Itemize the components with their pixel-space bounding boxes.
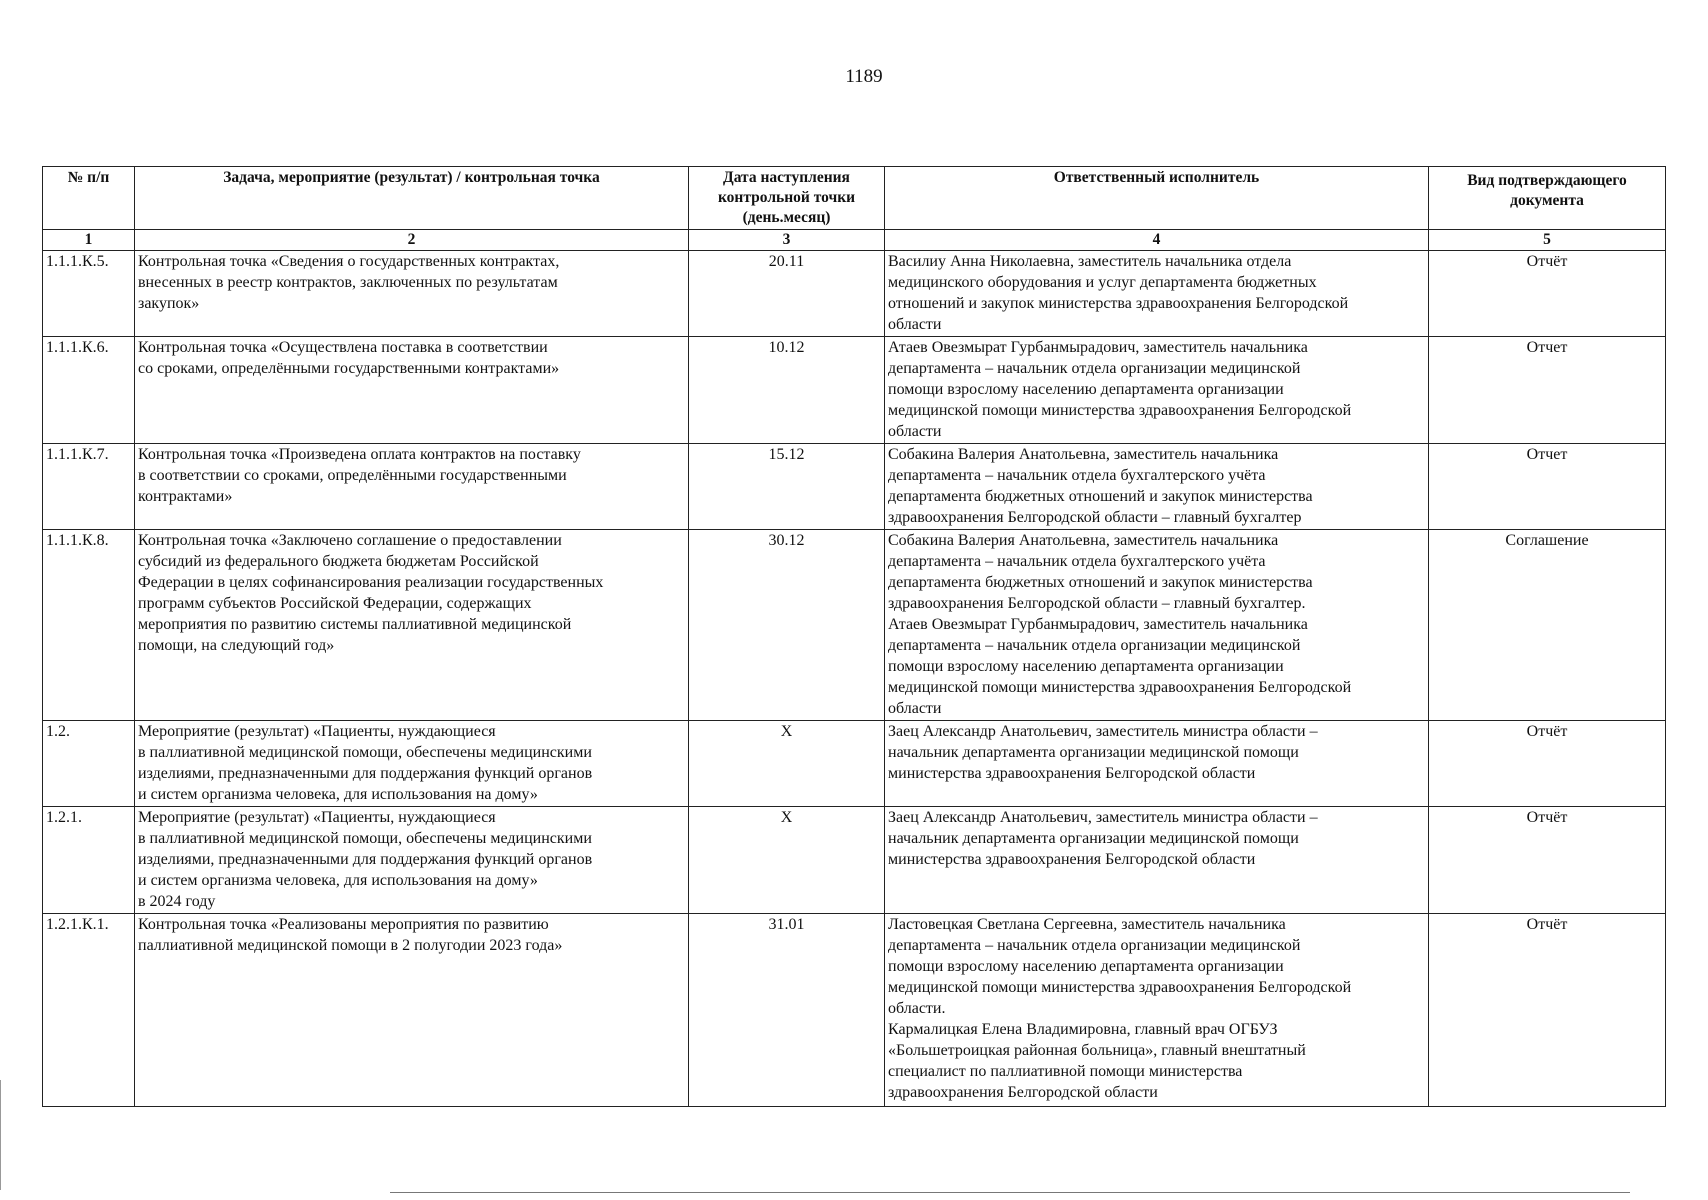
table-row — [43, 251, 1666, 337]
responsible-executor — [885, 251, 1429, 337]
cell-text-line: области — [888, 423, 942, 440]
cell-text-line: Кармалицкая Елена Владимировна, главный врач ОГБУЗ — [888, 1021, 1278, 1038]
scan-bottom-line — [390, 1192, 1630, 1193]
cell-text-line: департамента – начальник отдела бухгалтерского учёта — [888, 467, 1266, 484]
responsible-executor — [885, 444, 1429, 530]
cell-text-line: изделиями, предназначенными для поддержания функций органов — [138, 851, 593, 868]
table-body — [43, 251, 1666, 1107]
control-date: Х — [689, 807, 885, 914]
cell-text-line: Заец Александр Анатольевич, заместитель министра области – — [888, 723, 1318, 740]
header-number: № п/п — [43, 167, 135, 230]
table-row — [43, 444, 1666, 530]
cell-text-line: в 2024 году — [138, 893, 216, 910]
table-row — [43, 530, 1666, 721]
cell-text-line: департамента – начальник отдела организации медицинской — [888, 637, 1301, 654]
page-number: 1189 — [845, 66, 883, 87]
cell-text-line: медицинской помощи министерства здравоохранения Белгородской — [888, 979, 1352, 996]
cell-text-line: области — [888, 700, 942, 717]
cell-text-line: здравоохранения Белгородской области — [888, 1084, 1158, 1101]
confirming-document: Отчёт — [1429, 251, 1666, 337]
cell-text-line: медицинской помощи министерства здравоохранения Белгородской — [888, 402, 1352, 419]
cell-text-line: помощи, на следующий год» — [138, 637, 335, 654]
cell-text-line: министерства здравоохранения Белгородской области — [888, 851, 1256, 868]
control-date: 31.01 — [689, 914, 885, 1107]
header-executor: Ответственный исполнитель — [885, 167, 1429, 230]
confirming-document: Отчёт — [1429, 807, 1666, 914]
cell-text-line: паллиативной медицинской помощи в 2 полугодии 2023 года» — [138, 937, 563, 954]
item-number: 1.1.1.К.6. — [43, 337, 135, 444]
cell-text-line: Заец Александр Анатольевич, заместитель министра области – — [888, 809, 1318, 826]
cell-text-line: контрактами» — [138, 488, 233, 505]
cell-text-line: медицинского оборудования и услуг департамента бюджетных — [888, 274, 1317, 291]
confirming-document: Отчёт — [1429, 914, 1666, 1107]
task-description — [135, 530, 689, 721]
responsible-executor — [885, 337, 1429, 444]
table-row — [43, 337, 1666, 444]
cell-text-line: программ субъектов Российской Федерации, содержащих — [138, 595, 532, 612]
cell-text-line: и систем организма человека, для использования на дому» — [138, 786, 538, 803]
cell-text-line: в паллиативной медицинской помощи, обеспечены медицинскими — [138, 744, 592, 761]
cell-text-line: Контрольная точка «Сведения о государственных контрактах, — [138, 253, 560, 270]
table-row — [43, 721, 1666, 807]
cell-text-line: начальник департамента организации медицинской помощи — [888, 744, 1299, 761]
cell-text-line: закупок» — [138, 295, 200, 312]
cell-text-line: Мероприятие (результат) «Пациенты, нуждающиеся — [138, 809, 496, 826]
cell-text-line: со сроками, определёнными государственными контрактами» — [138, 360, 560, 377]
cell-text-line: субсидий из федерального бюджета бюджетам Российской — [138, 553, 539, 570]
cell-text-line: Контрольная точка «Заключено соглашение о предоставлении — [138, 532, 562, 549]
cell-text-line: в паллиативной медицинской помощи, обеспечены медицинскими — [138, 830, 592, 847]
responsible-executor — [885, 807, 1429, 914]
table-row — [43, 807, 1666, 914]
task-description — [135, 914, 689, 1107]
cell-text-line: департамента бюджетных отношений и закупок министерства — [888, 488, 1313, 505]
header-document-type: Вид подтверждающего документа — [1429, 167, 1666, 230]
cell-text-line: Контрольная точка «Произведена оплата контрактов на поставку — [138, 446, 581, 463]
item-number: 1.1.1.К.8. — [43, 530, 135, 721]
cell-text-line: области — [888, 316, 942, 333]
responsible-executor — [885, 530, 1429, 721]
cell-text-line: Собакина Валерия Анатольевна, заместитель начальника — [888, 446, 1279, 463]
cell-text-line: Федерации в целях софинансирования реализации государственных — [138, 574, 604, 591]
cell-text-line: области. — [888, 1000, 946, 1017]
cell-text-line: начальник департамента организации медицинской помощи — [888, 830, 1299, 847]
task-description — [135, 337, 689, 444]
cell-text-line: Ластовецкая Светлана Сергеевна, заместитель начальника — [888, 916, 1286, 933]
task-description — [135, 251, 689, 337]
cell-text-line: здравоохранения Белгородской области – главный бухгалтер — [888, 509, 1302, 526]
cell-text-line: министерства здравоохранения Белгородской области — [888, 765, 1256, 782]
header-date: Дата наступления контрольной точки (день.месяц) — [689, 167, 885, 230]
cell-text-line: специалист по паллиативной помощи министерства — [888, 1063, 1243, 1080]
task-description — [135, 807, 689, 914]
confirming-document: Отчет — [1429, 444, 1666, 530]
control-date: 10.12 — [689, 337, 885, 444]
item-number: 1.2.1. — [43, 807, 135, 914]
item-number: 1.1.1.К.5. — [43, 251, 135, 337]
confirming-document: Соглашение — [1429, 530, 1666, 721]
column-number: 5 — [1429, 230, 1666, 251]
cell-text-line: департамента – начальник отдела организации медицинской — [888, 937, 1301, 954]
cell-text-line: департамента – начальник отдела организации медицинской — [888, 360, 1301, 377]
cell-text-line: помощи взрослому населению департамента организации — [888, 658, 1284, 675]
confirming-document: Отчёт — [1429, 721, 1666, 807]
cell-text-line: департамента – начальник отдела бухгалтерского учёта — [888, 553, 1266, 570]
cell-text-line: департамента бюджетных отношений и закупок министерства — [888, 574, 1313, 591]
confirming-document: Отчет — [1429, 337, 1666, 444]
cell-text-line: Мероприятие (результат) «Пациенты, нуждающиеся — [138, 723, 496, 740]
cell-text-line: помощи взрослому населению департамента организации — [888, 958, 1284, 975]
control-date: 30.12 — [689, 530, 885, 721]
cell-text-line: мероприятия по развитию системы паллиативной медицинской — [138, 616, 572, 633]
column-number: 3 — [689, 230, 885, 251]
task-description — [135, 721, 689, 807]
column-number: 4 — [885, 230, 1429, 251]
cell-text-line: помощи взрослому населению департамента организации — [888, 381, 1284, 398]
header-task: Задача, мероприятие (результат) / контрольная точка — [135, 167, 689, 230]
cell-text-line: Контрольная точка «Осуществлена поставка в соответствии — [138, 339, 548, 356]
cell-text-line: отношений и закупок министерства здравоохранения Белгородской — [888, 295, 1349, 312]
cell-text-line: изделиями, предназначенными для поддержания функций органов — [138, 765, 593, 782]
item-number: 1.2.1.К.1. — [43, 914, 135, 1107]
scan-edge-line — [0, 1080, 1, 1190]
cell-text-line: Контрольная точка «Реализованы мероприятия по развитию — [138, 916, 549, 933]
cell-text-line: «Большетроицкая районная больница», главный внештатный — [888, 1042, 1306, 1059]
control-date: Х — [689, 721, 885, 807]
header-row — [43, 167, 1666, 230]
cell-text-line: и систем организма человека, для использования на дому» — [138, 872, 538, 889]
cell-text-line: медицинской помощи министерства здравоохранения Белгородской — [888, 679, 1352, 696]
cell-text-line: Собакина Валерия Анатольевна, заместитель начальника — [888, 532, 1279, 549]
cell-text-line: в соответствии со сроками, определёнными государственными — [138, 467, 567, 484]
cell-text-line: Атаев Овезмырат Гурбанмырадович, заместитель начальника — [888, 616, 1308, 633]
column-number: 1 — [43, 230, 135, 251]
column-numbers-row — [43, 230, 1666, 251]
responsible-executor — [885, 721, 1429, 807]
control-points-table — [42, 166, 1666, 1107]
control-date: 20.11 — [689, 251, 885, 337]
cell-text-line: внесенных в реестр контрактов, заключенных по результатам — [138, 274, 558, 291]
responsible-executor — [885, 914, 1429, 1107]
cell-text-line: Василиу Анна Николаевна, заместитель начальника отдела — [888, 253, 1292, 270]
column-number: 2 — [135, 230, 689, 251]
item-number: 1.2. — [43, 721, 135, 807]
item-number: 1.1.1.К.7. — [43, 444, 135, 530]
task-description — [135, 444, 689, 530]
cell-text-line: здравоохранения Белгородской области – главный бухгалтер. — [888, 595, 1306, 612]
table-row — [43, 914, 1666, 1107]
control-date: 15.12 — [689, 444, 885, 530]
cell-text-line: Атаев Овезмырат Гурбанмырадович, заместитель начальника — [888, 339, 1308, 356]
